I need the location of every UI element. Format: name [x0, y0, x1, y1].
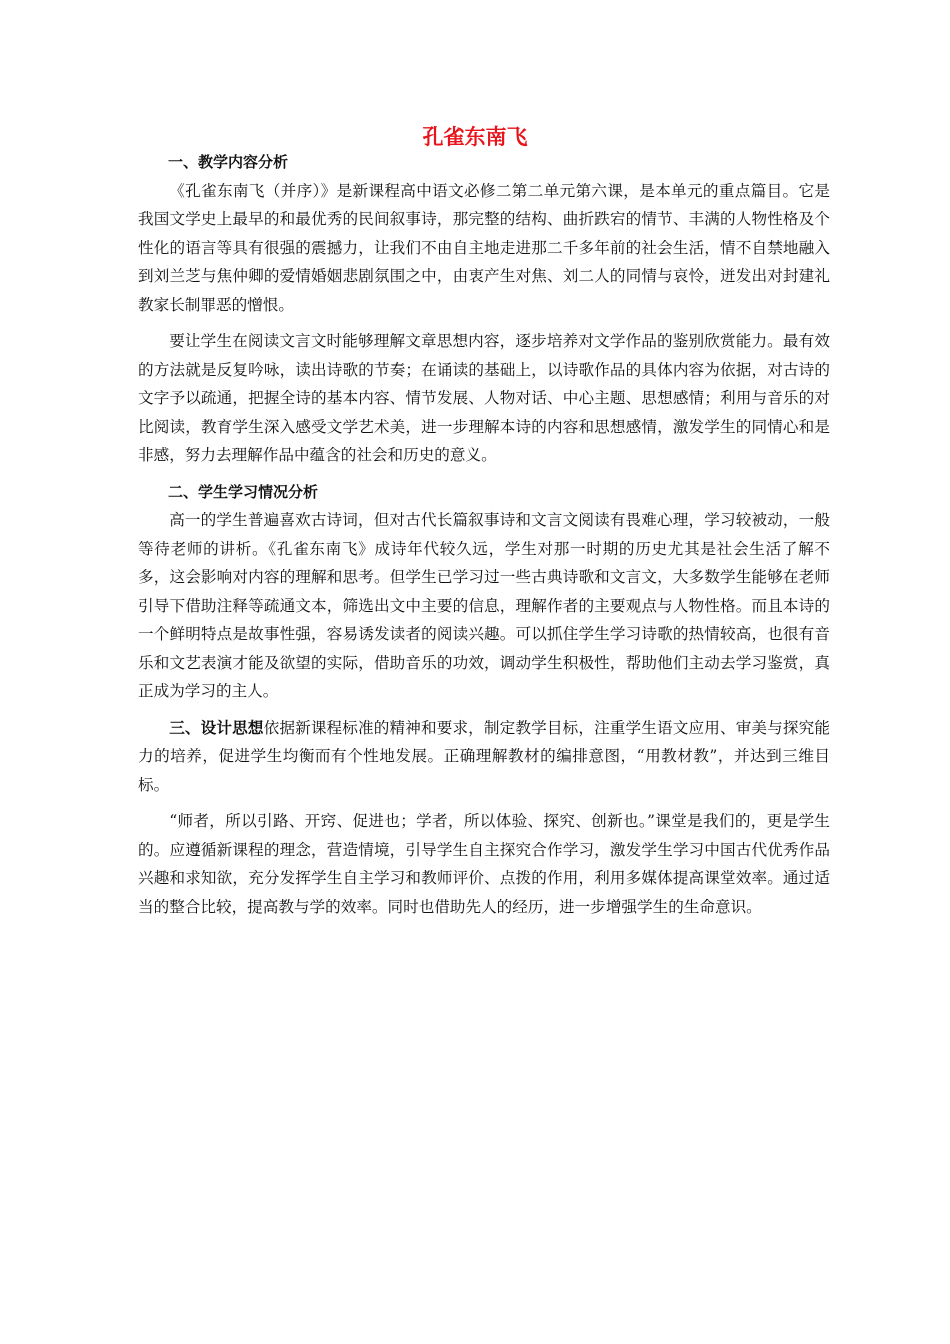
section-heading-content-analysis: 一、教学内容分析	[168, 153, 289, 171]
section-heading-design-thoughts: 三、设计思想	[169, 718, 264, 737]
design-thoughts-paragraph	[138, 714, 830, 800]
document-title: 孔雀东南飞	[422, 125, 528, 149]
paragraph: “师者，所以引路、开窍、促进也；学者，所以体验、探究、创新也。”课堂是我们的，更是学生的。应遵循新课程的理念，营造情境，引导学生自主探究合作学习，激发学生学习中国古代优秀作品兴趣和求知欲，充分发挥学生自主学习和教师评价、点拨的作用，利用多媒体提高课堂效率。通过适当的整合比较，提高教与学的效率。同时也借助先人的经历，进一步增强学生的生命意识。	[138, 812, 830, 916]
spacer	[138, 706, 830, 714]
paragraph: 高一的学生普遍喜欢古诗词，但对古代长篇叙事诗和文言文阅读有畏难心理，学习较被动，一般等待老师的讲析。《孔雀东南飞》成诗年代较久远，学生对那一时期的历史尤其是社会生活了解不多，这会影响对内容的理解和思考。但学生已学习过一些古典诗歌和文言文，大多数学生能够在老师引导下借助注释等疏通文本，筛选出文中主要的信息，理解作者的主要观点与人物性格。而且本诗的一个鲜明特点是故事性强，容易诱发读者的阅读兴趣。可以抓住学生学习诗歌的热情较高，也很有音乐和文艺表演才能及欲望的实际，借助音乐的功效，调动学生积极性，帮助他们主动去学习鉴赏，真正成为学习的主人。	[138, 511, 830, 700]
section-heading-student-analysis: 二、学生学习情况分析	[168, 482, 319, 501]
spacer	[138, 470, 830, 478]
paragraph: 要让学生在阅读文言文时能够理解文章思想内容，逐步培养对文学作品的鉴别欣赏能力。最有效的方法就是反复吟咏，读出诗歌的节奏；在诵读的基础上，以诗歌作品的具体内容为依据，对古诗的文字予以疏通，把握全诗的基本内容、情节发展、人物对话、中心主题、思想感情；利用与音乐的对比阅读，教育学生深入感受文学艺术美，进一步理解本诗的内容和思想感情，激发学生的同情心和是非感，努力去理解作品中蕴含的社会和历史的意义。	[138, 332, 830, 464]
spacer	[138, 319, 830, 327]
spacer	[138, 799, 830, 807]
document-body	[138, 148, 830, 921]
design-thoughts-lead: 依据新课程标准的精神和要求，制定教学目标，注重学生语文应用、审美与探究能力的培养，促进学生均衡而有个性地发展。正确理解教材的编排意图，“用教材教”，并达到三维目标。	[138, 718, 830, 794]
paragraph: 《孔雀东南飞（并序）》是新课程高中语文必修二第二单元第六课，是本单元的重点篇目。它是我国文学史上最早的和最优秀的民间叙事诗，那完整的结构、曲折跌宕的情节、丰满的人物性格及个性化的语言等具有很强的震撼力，让我们不由自主地走进那二千多年前的社会生活，情不自禁地融入到刘兰芝与焦仲卿的爱情婚姻悲剧氛围之中，由衷产生对焦、刘二人的同情与哀怜，迸发出对封建礼教家长制罪恶的憎恨。	[138, 181, 830, 314]
